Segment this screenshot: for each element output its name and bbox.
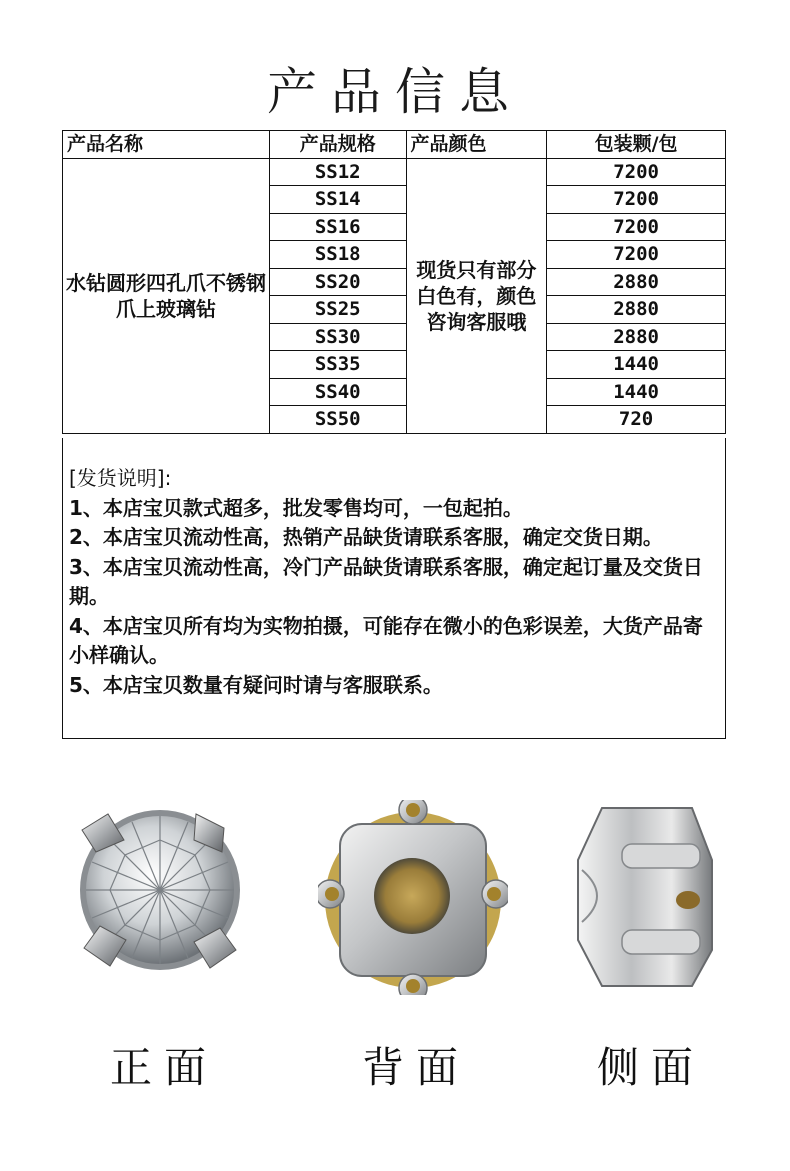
product-name-cell: 水钻圆形四孔爪不锈钢爪上玻璃钻 [63, 158, 270, 433]
note-item: 4、本店宝贝所有均为实物拍摄，可能存在微小的色彩误差，大货产品寄小样确认。 [69, 613, 703, 667]
front-view-label: 正面 [110, 1043, 219, 1092]
header-product-name: 产品名称 [63, 131, 270, 159]
size-cell: SS16 [269, 213, 406, 241]
size-cell: SS40 [269, 378, 406, 406]
size-cell: SS35 [269, 351, 406, 379]
size-cell: SS25 [269, 296, 406, 324]
page-title: 产品信息 [267, 63, 523, 121]
note-item: 1、本店宝贝款式超多，批发零售均可，一包起拍。 [69, 495, 523, 520]
size-cell: SS20 [269, 268, 406, 296]
pack-cell: 7200 [547, 213, 726, 241]
side-view-label: 侧面 [597, 1043, 706, 1092]
size-cell: SS14 [269, 186, 406, 214]
size-cell: SS12 [269, 158, 406, 186]
front-view-image [74, 800, 244, 980]
size-cell: SS30 [269, 323, 406, 351]
pack-cell: 2880 [547, 323, 726, 351]
note-item: 3、本店宝贝流动性高，冷门产品缺货请联系客服，确定起订量及交货日期。 [69, 554, 703, 608]
table-header-row [63, 131, 726, 159]
note-item: 5、本店宝贝数量有疑问时请与客服联系。 [69, 672, 443, 697]
pack-cell: 1440 [547, 351, 726, 379]
notes-heading: [发货说明]: [69, 466, 172, 490]
back-view-image [318, 800, 508, 995]
pack-cell: 7200 [547, 158, 726, 186]
back-view-label: 背面 [362, 1043, 471, 1092]
table-row [63, 158, 726, 186]
color-cell: 现货只有部分白色有，颜色咨询客服哦 [406, 158, 547, 433]
spec-table [62, 130, 726, 434]
pack-cell: 720 [547, 406, 726, 434]
pack-cell: 7200 [547, 186, 726, 214]
pack-cell: 1440 [547, 378, 726, 406]
size-cell: SS50 [269, 406, 406, 434]
note-item: 2、本店宝贝流动性高，热销产品缺货请联系客服，确定交货日期。 [69, 525, 663, 549]
size-cell: SS18 [269, 241, 406, 269]
side-view-image [572, 800, 722, 990]
shipping-notes [62, 438, 726, 739]
pack-cell: 2880 [547, 296, 726, 324]
pack-cell: 2880 [547, 268, 726, 296]
header-color: 产品颜色 [406, 131, 547, 159]
header-pack: 包装颗/包 [547, 131, 726, 159]
header-spec: 产品规格 [269, 131, 406, 159]
pack-cell: 7200 [547, 241, 726, 269]
